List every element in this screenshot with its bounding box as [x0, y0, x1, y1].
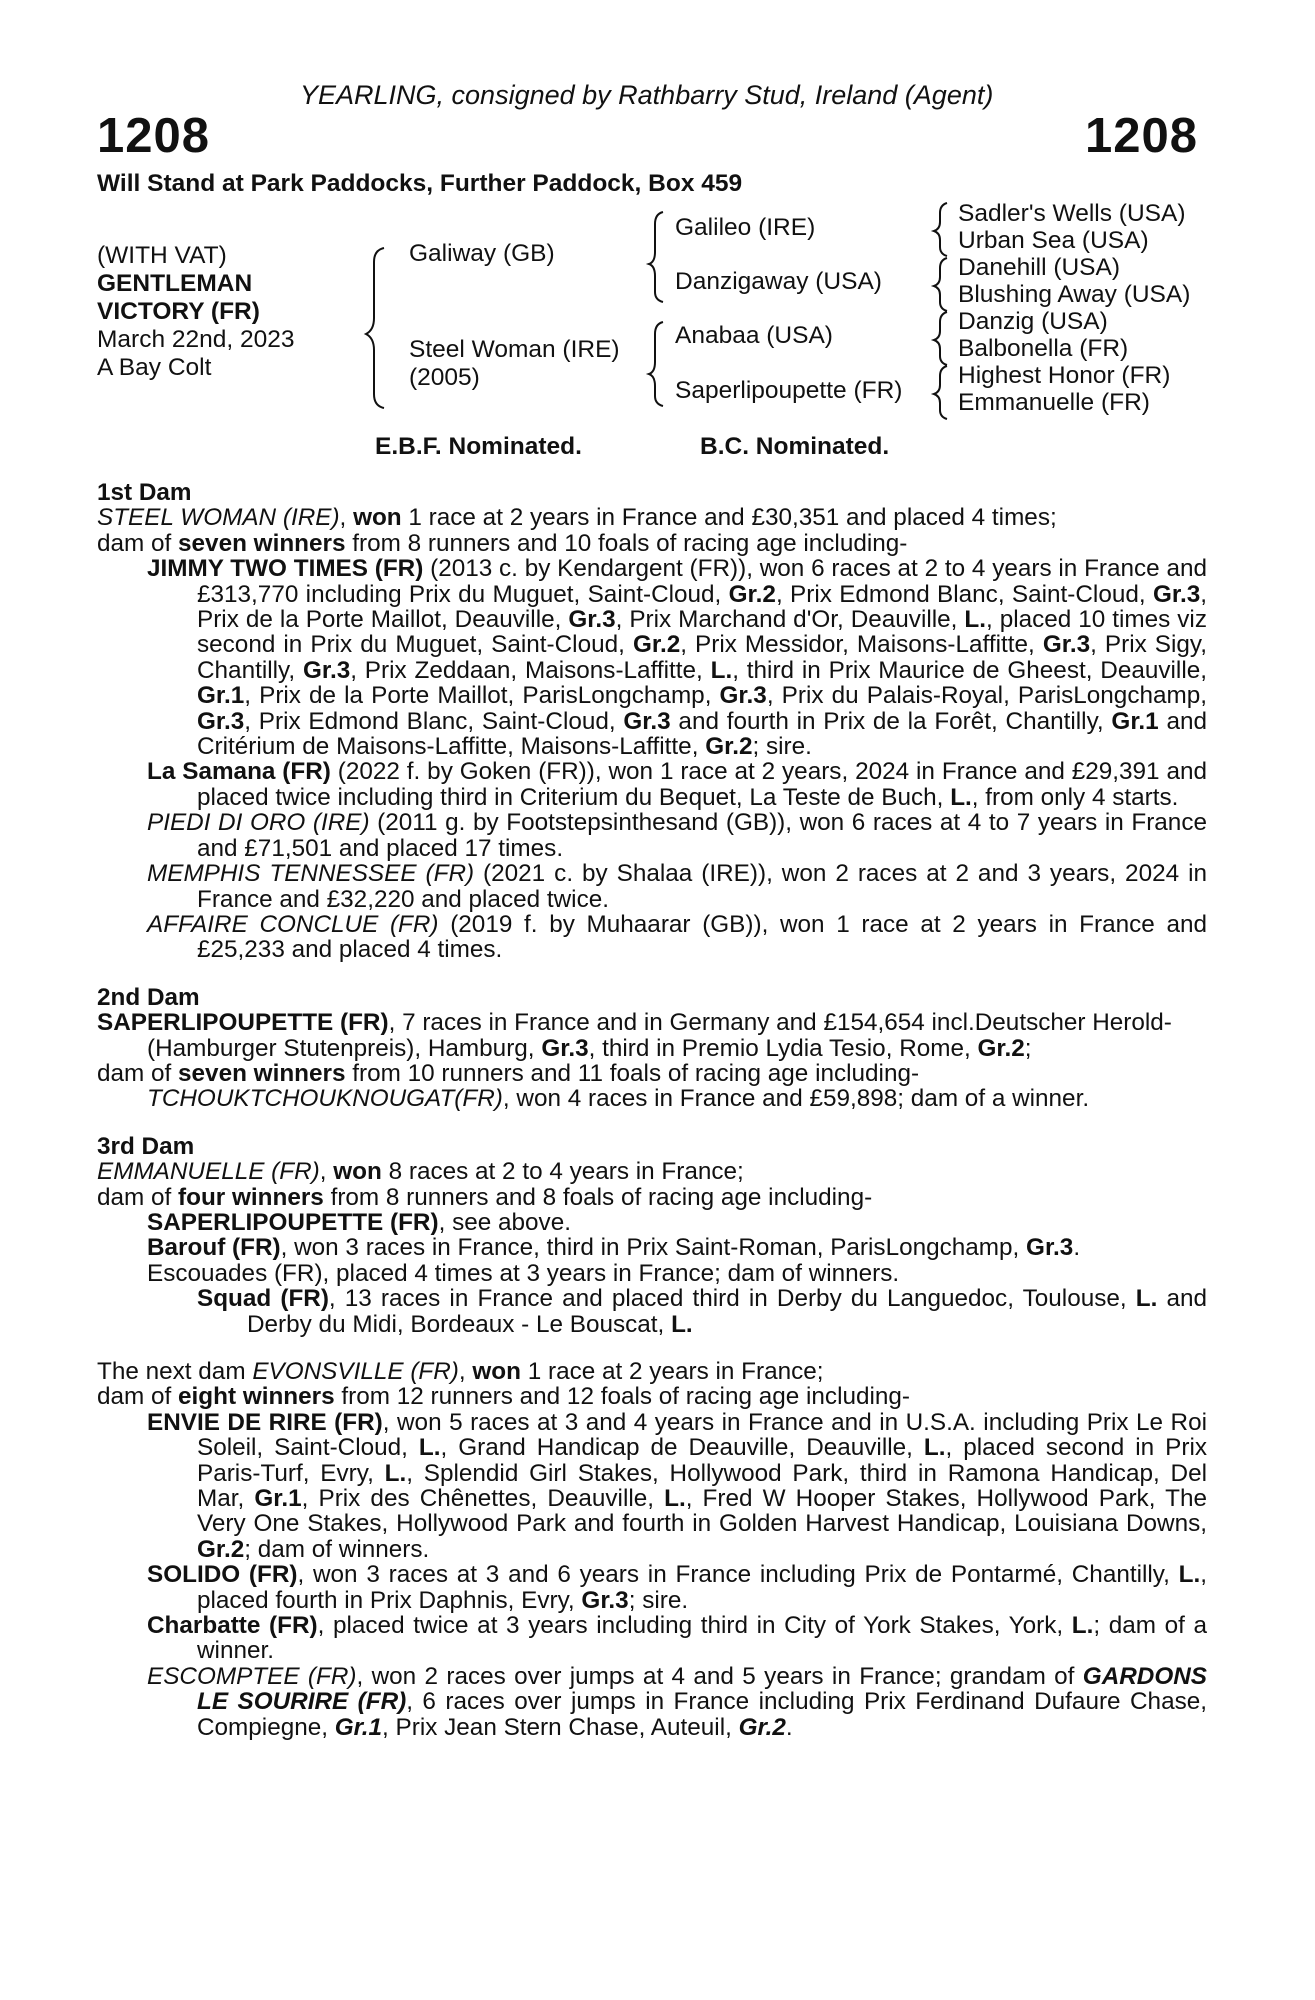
next-dam-line1: The next dam EVONSVILLE (FR), won 1 race at 2 years in France;: [97, 1358, 824, 1385]
g3-5: Danzig (USA): [958, 308, 1108, 335]
horse-description: A Bay Colt: [97, 354, 212, 381]
sire-name: Galiway (GB): [409, 240, 555, 267]
produce-entry: Escouades (FR), placed 4 times at 3 years in France; dam of winners.: [147, 1259, 900, 1287]
produce-entry: PIEDI DI ORO (IRE) (2011 g. by Footstepsinthesand (GB)), won 6 races at 4 to 7 years in France and £71,501 and placed 17 times.: [147, 809, 1207, 862]
first-dam-line2: dam of seven winners from 8 runners and 10 foals of racing age including-: [97, 529, 908, 557]
produce-entry: Squad (FR), 13 races in France and placed third in Derby du Languedoc, Toulouse, L. and Derby du Midi, Bordeaux - Le Bouscat, L.: [197, 1285, 1207, 1338]
g3-2: Urban Sea (USA): [958, 227, 1149, 254]
g3-1: Sadler's Wells (USA): [958, 200, 1186, 227]
lot-number-right: 1208: [1085, 109, 1199, 163]
g3-7: Highest Honor (FR): [958, 362, 1171, 389]
dam-name: Steel Woman (IRE): [409, 336, 620, 363]
horse-name-line2: VICTORY (FR): [97, 298, 260, 325]
produce-entry: MEMPHIS TENNESSEE (FR) (2021 c. by Shalaa (IRE)), won 2 races at 2 and 3 years, 2024 in France and £32,220 and placed twice.: [147, 860, 1207, 913]
ebf-nomination: E.B.F. Nominated.: [375, 433, 582, 460]
dam-sire: Anabaa (USA): [675, 322, 833, 349]
produce-entry: TCHOUKTCHOUKNOUGAT(FR), won 4 races in France and £59,898; dam of a winner.: [147, 1085, 1090, 1113]
third-dam-heading: 3rd Dam: [97, 1132, 195, 1160]
produce-entry: SOLIDO (FR), won 3 races at 3 and 6 years in France including Prix de Pontarmé, Chantilly, L., placed fourth in Prix Daphnis, Evry, Gr.3; sire.: [147, 1561, 1208, 1614]
second-dam-line1: SAPERLIPOUPETTE (FR), 7 races in France and in Germany and £154,654 incl.Deutscher Herold-(Hamburger Stutenpreis), Hamburg, Gr.3, third in Premio Lydia Tesio, Rome, Gr.2;: [97, 1009, 1172, 1062]
lot-number-left: 1208: [97, 109, 211, 163]
third-dam-line1: EMMANUELLE (FR), won 8 races at 2 to 4 years in France;: [97, 1158, 744, 1186]
dam-year: (2005): [409, 364, 480, 391]
g3-4: Blushing Away (USA): [958, 281, 1191, 308]
produce-entry: Barouf (FR), won 3 races in France, third in Prix Saint-Roman, ParisLongchamp, Gr.3.: [147, 1234, 1081, 1262]
produce-entry: SAPERLIPOUPETTE (FR), see above.: [147, 1208, 571, 1236]
produce-entry: ESCOMPTEE (FR), won 2 races over jumps at 4 and 5 years in France; grandam of GARDONS LE SOURIRE (FR), 6 races over jumps in France including Prix Ferdinand Dufaure Chase, Compiegne, Gr.1, Prix Jean Stern Chase, Auteuil, Gr.2.: [147, 1662, 1207, 1741]
sire-sire: Galileo (IRE): [675, 214, 816, 241]
first-dam-line1: STEEL WOMAN (IRE), won 1 race at 2 years in France and £30,351 and placed 4 times;: [97, 504, 1057, 532]
third-dam-line2: dam of four winners from 8 runners and 8 foals of racing age including-: [97, 1183, 873, 1211]
produce-entry: AFFAIRE CONCLUE (FR) (2019 f. by Muhaarar (GB)), won 1 race at 2 years in France and £25,233 and placed 4 times.: [147, 910, 1207, 964]
bc-nomination: B.C. Nominated.: [700, 433, 890, 460]
dam-dam: Saperlipoupette (FR): [675, 377, 903, 404]
date-of-birth: March 22nd, 2023: [97, 326, 295, 353]
second-dam-heading: 2nd Dam: [97, 983, 200, 1011]
g3-6: Balbonella (FR): [958, 335, 1129, 362]
vat-note: (WITH VAT): [97, 242, 227, 269]
horse-name-line1: GENTLEMAN: [97, 270, 253, 297]
first-dam-heading: 1st Dam: [97, 479, 192, 506]
produce-entry: ENVIE DE RIRE (FR), won 5 races at 3 and 4 years in France and in U.S.A. including Prix Le Roi Soleil, Saint-Cloud, L., Grand Handicap de Deauville, Deauville, L., placed second in Prix Paris-Turf, Evry, L., Splendid Girl Stakes, Hollywood Park, third in Ramona Handicap, Del Mar, Gr.1, Prix des Chênettes, Deauville, L., Fred W Hooper Stakes, Hollywood Park, The Very One Stakes, Hollywood Park and fourth in Golden Harvest Handicap, Louisiana Downs, Gr.2; dam of winners.: [147, 1408, 1207, 1563]
produce-entry: La Samana (FR) (2022 f. by Goken (FR)), won 1 race at 2 years, 2024 in France and £29,391 and placed twice including third in Criterium du Bequet, La Teste de Buch, L., from only 4 starts.: [147, 758, 1207, 811]
g3-8: Emmanuelle (FR): [958, 389, 1150, 416]
consignment-line: YEARLING, consigned by Rathbarry Stud, Ireland (Agent): [300, 80, 994, 110]
g3-3: Danehill (USA): [958, 254, 1121, 281]
stand-location: Will Stand at Park Paddocks, Further Paddock, Box 459: [97, 170, 743, 197]
catalogue-body: [97, 480, 1207, 1740]
second-dam-line2: dam of seven winners from 10 runners and 11 foals of racing age including-: [97, 1059, 920, 1087]
sire-dam: Danzigaway (USA): [675, 268, 882, 295]
next-dam-line2: dam of eight winners from 12 runners and 12 foals of racing age including-: [97, 1383, 911, 1411]
produce-entry: Charbatte (FR), placed twice at 3 years including third in City of York Stakes, York, L.; dam of a winner.: [147, 1612, 1207, 1665]
produce-entry: JIMMY TWO TIMES (FR) (2013 c. by Kendargent (FR)), won 6 races at 2 to 4 years in France and £313,770 including Prix du Muguet, Saint-Cloud, Gr.2, Prix Edmond Blanc, Saint-Cloud, Gr.3, Prix de la Porte Maillot, Deauville, Gr.3, Prix Marchand d'Or, Deauville, L., placed 10 times viz second in Prix du Muguet, Saint-Cloud, Gr.2, Prix Messidor, Maisons-Laffitte, Gr.3, Prix Sigy, Chantilly, Gr.3, Prix Zeddaan, Maisons-Laffitte, L., third in Prix Maurice de Gheest, Deauville, Gr.1, Prix de la Porte Maillot, ParisLongchamp, Gr.3, Prix du Palais-Royal, ParisLongchamp, Gr.3, Prix Edmond Blanc, Saint-Cloud, Gr.3 and fourth in Prix de la Forêt, Chantilly, Gr.1 and Critérium de Maisons-Laffitte, Maisons-Laffitte, Gr.2; sire.: [147, 555, 1207, 761]
